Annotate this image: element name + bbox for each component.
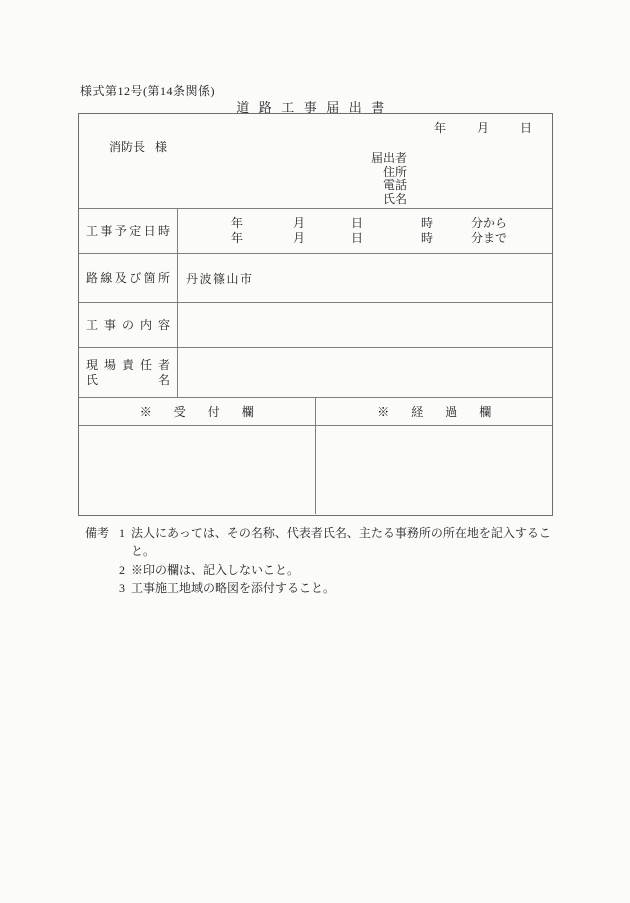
date-unit-month: 月 (476, 121, 489, 135)
reception-box (79, 426, 316, 514)
schedule-label: 工事予定日時 (86, 223, 170, 238)
route-value: 丹波篠山市 (186, 271, 254, 286)
header-date-line (434, 119, 532, 136)
row-route (79, 253, 552, 302)
note-number: 1 (119, 526, 125, 540)
unit-minute-to: 分まで (471, 231, 508, 245)
note-item (119, 579, 555, 597)
note-number: 3 (119, 580, 125, 595)
progress-column-header: ※ 経 過 欄 (377, 405, 492, 419)
content-value-cell (178, 303, 552, 347)
route-value-cell (178, 254, 552, 302)
phone-label: 電話 (382, 178, 407, 193)
row-ran-headers (79, 397, 552, 425)
form-number: 様式第12号(第14条関係) (80, 84, 215, 98)
notifier-block (371, 152, 407, 206)
unit-year: 年 (231, 231, 244, 245)
unit-year: 年 (231, 216, 244, 230)
unit-month: 月 (293, 231, 306, 245)
route-label: 路線及び箇所 (86, 270, 170, 285)
row-schedule (79, 208, 552, 253)
row-construction-content (79, 302, 552, 347)
note-item (119, 524, 555, 561)
reception-column-header: ※ 受 付 欄 (79, 398, 316, 425)
schedule-line-from (178, 216, 552, 231)
row-ran-boxes (79, 425, 552, 514)
schedule-value-cell (178, 209, 552, 253)
recipient-honorific: 様 (155, 140, 168, 154)
recipient-title: 消防長 (109, 140, 146, 154)
name-label: 氏名 (382, 191, 407, 206)
manager-label-cell (79, 348, 178, 397)
unit-hour: 時 (421, 231, 434, 245)
notes-items (119, 524, 555, 597)
document-title: 道路工事届出書 (236, 100, 394, 115)
unit-month: 月 (293, 216, 306, 230)
date-unit-day: 日 (519, 121, 532, 135)
note-text: 法人にあっては、その名称、代表者氏名、主たる事務所の所在地を記入すること。 (131, 526, 551, 559)
manager-value-cell (178, 348, 552, 397)
notes-label: 備考 (85, 526, 110, 540)
schedule-line-to (178, 231, 552, 246)
notes-section (85, 524, 555, 597)
notifier-label: 届出者 (370, 151, 407, 165)
content-label: 工事の内容 (86, 317, 170, 332)
note-number: 2 (119, 562, 125, 577)
manager-label-line2: 氏名 (86, 372, 170, 387)
unit-day: 日 (351, 231, 364, 245)
note-item (119, 561, 555, 579)
form-table (78, 113, 553, 516)
unit-day: 日 (351, 216, 364, 230)
row-site-manager (79, 347, 552, 397)
content-label-cell (79, 303, 178, 347)
header-section (79, 114, 552, 208)
recipient-line (109, 138, 167, 155)
address-label: 住所 (382, 164, 407, 179)
schedule-label-cell (79, 209, 178, 253)
progress-box (316, 426, 552, 514)
unit-minute-from: 分から (471, 216, 508, 230)
unit-hour: 時 (421, 216, 434, 230)
date-unit-year: 年 (433, 121, 446, 135)
manager-label-line1: 現場責任者 (86, 357, 170, 372)
note-text: ※印の欄は、記入しないこと。 (131, 562, 300, 577)
route-label-cell (79, 254, 178, 302)
note-text: 工事施工地域の略図を添付すること。 (131, 580, 336, 595)
